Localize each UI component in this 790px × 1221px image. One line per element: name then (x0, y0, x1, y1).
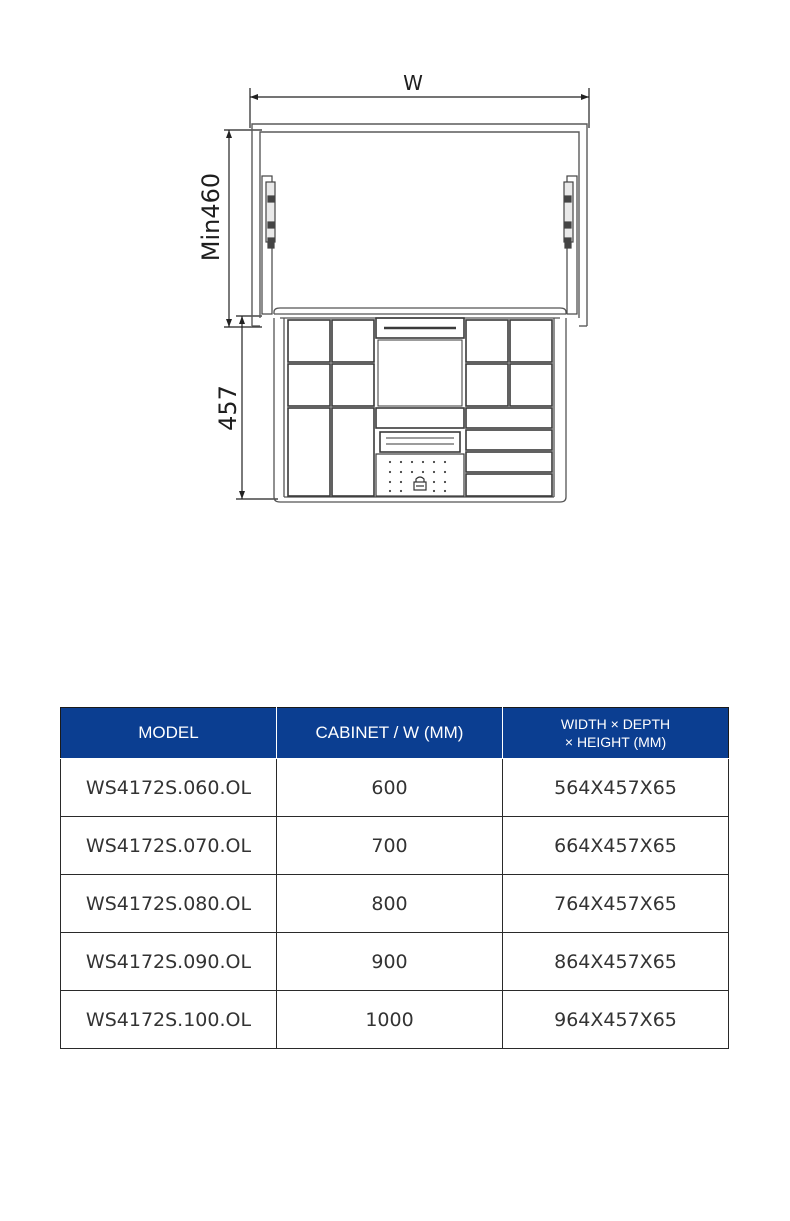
cabinet-width-cell: 900 (277, 933, 503, 991)
table-row (61, 875, 729, 933)
table-row (61, 933, 729, 991)
dimensions-cell: 664X457X65 (503, 817, 729, 875)
cabinet-frame (252, 124, 587, 326)
dimensions-cell: 764X457X65 (503, 875, 729, 933)
left-slide-rail (262, 176, 275, 314)
width-label: W (403, 71, 423, 95)
left-compartments (288, 320, 374, 496)
min-depth-label: Min460 (197, 172, 225, 262)
right-compartments (466, 320, 552, 496)
lock-icon (414, 477, 426, 490)
cabinet-width-cell: 600 (277, 759, 503, 817)
model-cell: WS4172S.100.OL (61, 991, 277, 1049)
header-model: MODEL (61, 708, 277, 759)
table-row (61, 759, 729, 817)
table-row (61, 991, 729, 1049)
cabinet-width-cell: 1000 (277, 991, 503, 1049)
product-dimension-diagram (0, 0, 790, 560)
drawer-tray (274, 308, 566, 502)
height-dimension (236, 316, 278, 499)
header-dimensions-line2: × HEIGHT (MM) (564, 734, 667, 750)
height-label: 457 (214, 385, 242, 431)
header-dimensions-line1: WIDTH × DEPTH (560, 716, 671, 732)
table-row (61, 817, 729, 875)
specification-table (60, 707, 729, 1049)
model-cell: WS4172S.060.OL (61, 759, 277, 817)
perforated-panel (389, 461, 446, 492)
min-depth-dimension (224, 130, 262, 327)
dimensions-cell: 864X457X65 (503, 933, 729, 991)
model-cell: WS4172S.080.OL (61, 875, 277, 933)
cabinet-width-cell: 700 (277, 817, 503, 875)
dimensions-cell: 964X457X65 (503, 991, 729, 1049)
header-cabinet-width: CABINET / W (MM) (277, 708, 503, 759)
dimensions-cell: 564X457X65 (503, 759, 729, 817)
model-cell: WS4172S.090.OL (61, 933, 277, 991)
model-cell: WS4172S.070.OL (61, 817, 277, 875)
table-header-row (61, 708, 729, 759)
right-slide-rail (564, 176, 577, 314)
cabinet-width-cell: 800 (277, 875, 503, 933)
header-dimensions (503, 708, 729, 759)
center-section (376, 318, 464, 496)
